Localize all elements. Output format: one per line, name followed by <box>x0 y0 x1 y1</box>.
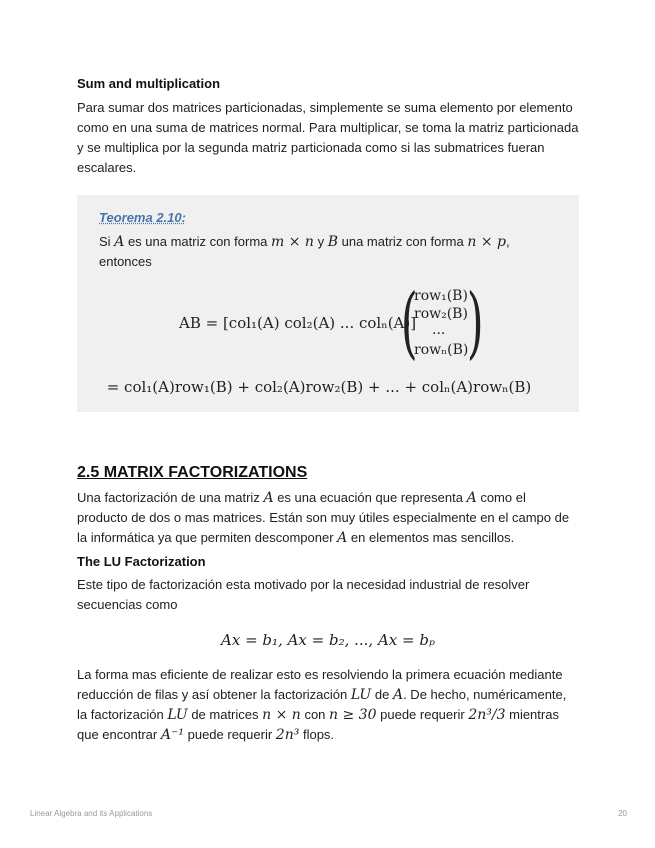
theorem-text: una matriz con forma <box>341 234 464 249</box>
matrix-row: row₂(B) <box>414 306 468 322</box>
equation-lhs: AB = [col₁(A) col₂(A) ... colₙ(A)] <box>179 314 417 332</box>
intro-text: Una factorización de una matriz <box>77 490 260 505</box>
lu-paragraph: Este tipo de factorización esta motivado por la necesidad industrial de resolver secuencias como <box>77 577 530 612</box>
math-var: A <box>392 687 404 703</box>
left-paren: ( <box>400 278 418 368</box>
intro-text: es una ecuación que representa <box>277 490 463 505</box>
theorem-text: Si <box>99 234 111 249</box>
right-paren: ) <box>466 278 484 368</box>
intro-text: en elementos mas sencillos. <box>350 530 515 545</box>
lu-text: mientras que encontrar <box>77 707 559 742</box>
matrix-row: ... <box>432 322 446 338</box>
math-dim: n × n <box>262 707 301 723</box>
lu-text: con <box>304 707 326 722</box>
matrix-row: rowₙ(B) <box>414 342 469 358</box>
math-var: A <box>466 490 477 506</box>
lu-heading: The LU Factorization <box>77 554 206 569</box>
lu-text: . De hecho, numéricamente, la factorización <box>77 687 567 722</box>
math-cost: 2n³ <box>275 727 300 743</box>
sum-paragraph: Para sumar dos matrices particionadas, simplemente se suma elemento por elemento como en una suma de matrices normal. Para multiplicar, se toma la matriz particionada y se multiplica por la segunda matriz particionada como si las submatrices fueran escalares. <box>77 100 579 175</box>
page-footer <box>30 809 627 818</box>
theorem-text: y <box>317 234 325 249</box>
row-matrix <box>400 278 484 368</box>
page-number: 20 <box>618 809 627 818</box>
lu-text: La forma mas eficiente de realizar esto es resolviendo la primera ecuación mediante reducción de filas y así obtener la factorización <box>77 667 563 702</box>
section-title: 2.5 MATRIX FACTORIZATIONS <box>77 464 308 481</box>
lu-text: puede requerir <box>187 727 273 742</box>
math-var: A <box>337 530 348 546</box>
theorem-statement <box>99 232 557 272</box>
math-cost: 2n³/3 <box>468 707 506 723</box>
theorem-text: es una matriz con forma <box>127 234 268 249</box>
math-var: LU <box>350 687 372 703</box>
sum-heading: Sum and multiplication <box>77 76 221 91</box>
math-var: LU <box>167 707 188 723</box>
matrix-row: row₁(B) <box>414 288 468 304</box>
lu-text: de matrices <box>191 707 259 722</box>
math-cond: n ≥ 30 <box>329 707 377 723</box>
theorem-text: , entonces <box>99 234 510 269</box>
lu-text: flops. <box>302 727 335 742</box>
math-dim: n × p <box>467 234 506 250</box>
math-dim: m × n <box>271 234 314 250</box>
section-intro <box>77 488 579 548</box>
math-inverse: A⁻¹ <box>160 727 184 743</box>
math-var: A <box>263 490 274 506</box>
math-var: A <box>114 234 125 250</box>
product-equation <box>99 278 557 368</box>
footer-book-title: Linear Algebra and its Applications <box>30 809 153 818</box>
lu-text: de <box>374 687 390 702</box>
theorem-title: Teorema 2.10: <box>99 210 186 225</box>
lu-text: puede requerir <box>380 707 465 722</box>
page-content <box>77 76 579 745</box>
math-var: B <box>327 234 338 250</box>
intro-text: como el producto de dos o mas matrices. Están son muy útiles especialmente en el campo de la informática ya que permiten descomponer <box>77 490 570 545</box>
expansion-equation: = col₁(A)row₁(B) + col₂(A)row₂(B) + ... + colₙ(A)rowₙ(B) <box>106 378 532 396</box>
system-equation: Ax = b₁, Ax = b₂, ..., Ax = bₚ <box>221 631 435 649</box>
theorem-box <box>77 195 579 412</box>
lu-paragraph-2 <box>77 665 579 745</box>
